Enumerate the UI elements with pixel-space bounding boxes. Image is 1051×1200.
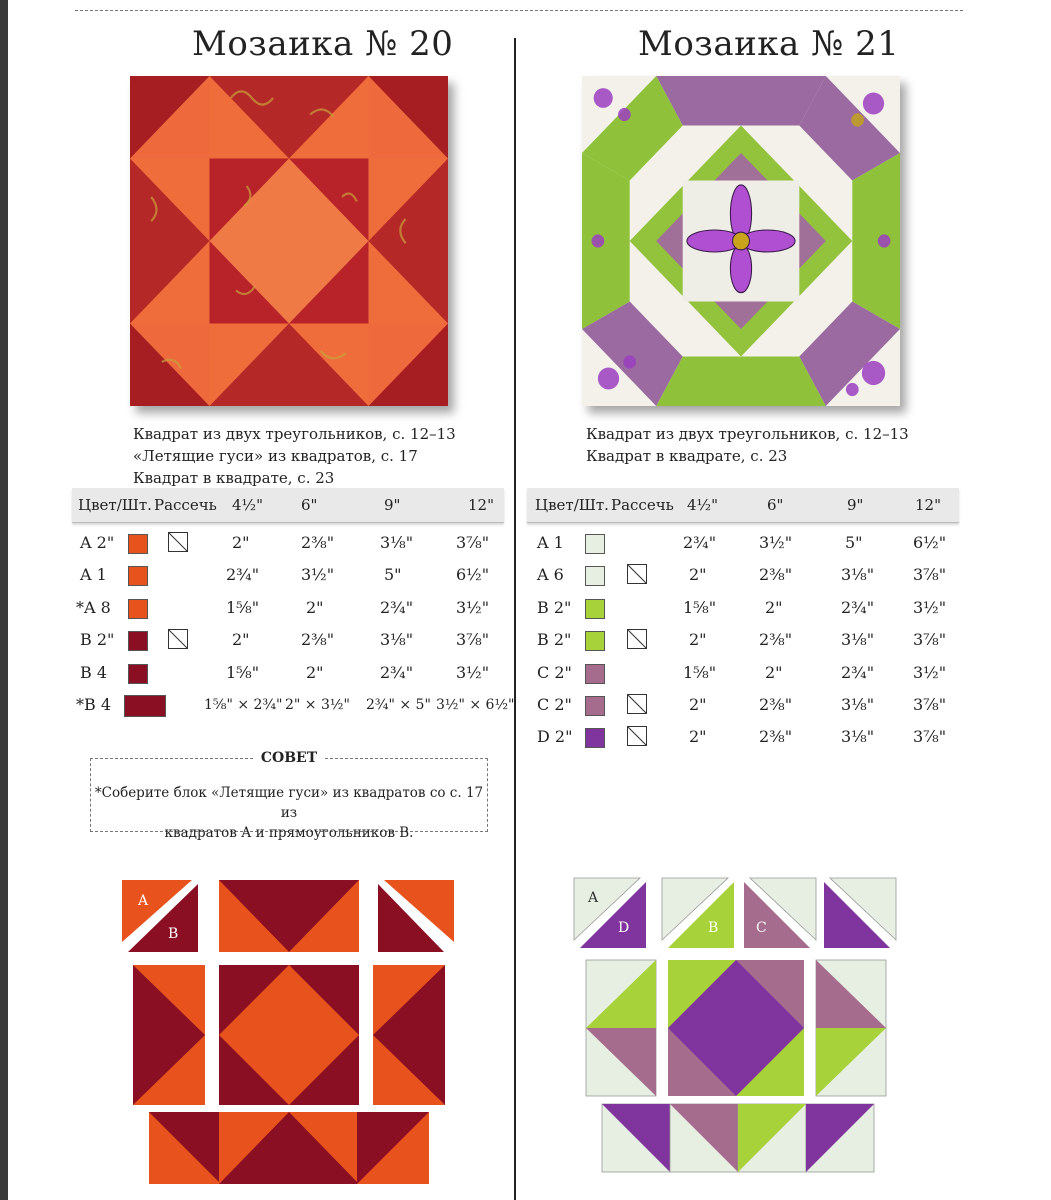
row-label: A 2" — [80, 533, 115, 552]
piece-label-b: B — [168, 926, 179, 942]
piece-label-d: D — [618, 920, 630, 936]
cell-size-6: 2⅜" — [301, 533, 335, 552]
cell-size-9: 3⅛" — [841, 694, 875, 714]
table-header — [527, 488, 959, 523]
row-label: A 6 — [537, 565, 564, 585]
color-swatch-orange — [128, 534, 148, 554]
cell-size-6: 2⅜" — [759, 630, 793, 650]
ref-line: Квадрат из двух треугольников, с. 12–13 — [586, 425, 909, 443]
cell-size-6: 3½" — [759, 533, 793, 552]
page-edge — [0, 0, 8, 1200]
top-dashed-rule — [75, 10, 963, 11]
table-row — [527, 721, 959, 753]
color-swatch-green — [585, 599, 605, 619]
table-row — [72, 624, 504, 656]
row-label: *A 8 — [76, 597, 111, 617]
cell-size-4-5: 2" — [232, 533, 250, 552]
cell-size-12: 6½" — [913, 533, 947, 552]
row-label: D 2" — [537, 727, 573, 747]
cell-size-9: 3⅛" — [380, 630, 414, 650]
table-row — [527, 657, 959, 689]
row-label: C 2" — [537, 662, 572, 682]
diagonal-cut-icon — [627, 726, 647, 746]
cell-size-9: 2¾" — [380, 597, 414, 617]
header-cut: Рассечь — [154, 496, 217, 514]
block-21-title: Мозаика № 21 — [638, 24, 900, 64]
cell-size-9: 5" — [845, 533, 863, 552]
color-swatch-burgundy — [128, 664, 148, 684]
cell-size-9: 3⅛" — [380, 533, 414, 552]
cell-size-9: 3⅛" — [841, 727, 875, 747]
header-color: Цвет/Шт. — [535, 496, 609, 514]
tip-box — [90, 750, 488, 841]
table-row — [527, 689, 959, 721]
cell-size-6: 2⅜" — [759, 694, 793, 714]
color-swatch-orange — [128, 566, 148, 586]
cell-size-4-5: 1⅝" — [226, 597, 260, 617]
cell-size-4-5: 1⅝" × 2¾" — [204, 696, 283, 713]
cell-size-12: 3½" — [913, 662, 947, 682]
table-row — [527, 559, 959, 591]
cell-size-12: 3⅞" — [456, 533, 490, 552]
cell-size-12: 3½" × 6½" — [436, 696, 515, 713]
cell-size-4-5: 2¾" — [683, 533, 717, 552]
diagonal-cut-icon — [168, 629, 188, 649]
piece-label-a: A — [138, 893, 149, 909]
table-row — [527, 527, 959, 559]
block-21-assembly-diagram — [570, 872, 900, 1184]
color-swatch-mauve — [585, 664, 605, 684]
cell-size-6: 2⅜" — [759, 565, 793, 585]
header-size-4-5: 4½" — [687, 496, 718, 514]
diagonal-cut-icon — [168, 532, 188, 552]
color-swatch-light — [585, 534, 605, 554]
diagonal-cut-icon — [627, 694, 647, 714]
block-21-cutting-table — [527, 488, 959, 754]
cell-size-6: 3½" — [301, 565, 335, 585]
ref-line: Квадрат в квадрате, с. 23 — [133, 469, 335, 487]
cell-size-12: 3⅞" — [913, 565, 947, 585]
cell-size-9: 2¾" × 5" — [366, 696, 431, 713]
header-cut: Рассечь — [611, 496, 674, 514]
row-label: B 2" — [537, 630, 572, 650]
block-20-photo — [130, 76, 448, 406]
ref-line: «Летящие гуси» из квадратов, с. 17 — [133, 447, 418, 465]
table-header — [72, 488, 504, 523]
color-swatch-mauve — [585, 696, 605, 716]
cell-size-4-5: 1⅝" — [226, 662, 260, 682]
table-row — [527, 592, 959, 624]
cell-size-4-5: 2" — [689, 630, 707, 650]
row-label: B 4 — [80, 662, 108, 682]
color-swatch-burgundy — [128, 631, 148, 651]
table-row — [72, 559, 504, 591]
ref-line: Квадрат в квадрате, с. 23 — [586, 447, 788, 465]
cell-size-9: 2¾" — [841, 597, 875, 617]
header-size-6: 6" — [301, 496, 318, 514]
cell-size-6: 2" — [306, 597, 324, 617]
diagonal-cut-icon — [627, 564, 647, 584]
table-row — [72, 527, 504, 559]
cell-size-9: 5" — [384, 565, 402, 585]
tip-title: СОВЕТ — [91, 750, 487, 766]
header-size-12: 12" — [915, 496, 941, 514]
block-20-cutting-table — [72, 488, 515, 721]
cell-size-4-5: 2" — [232, 630, 250, 650]
ref-line: Квадрат из двух треугольников, с. 12–13 — [133, 425, 456, 443]
row-label: B 2" — [537, 597, 572, 617]
cell-size-4-5: 2" — [689, 727, 707, 747]
block-20-title: Мозаика № 20 — [192, 24, 454, 64]
cell-size-12: 3½" — [456, 597, 490, 617]
table-row — [72, 657, 504, 689]
cell-size-6: 2⅜" — [301, 630, 335, 650]
cell-size-12: 6½" — [456, 565, 490, 585]
block-21-technique-refs — [586, 423, 909, 467]
color-swatch-orange — [128, 599, 148, 619]
cell-size-6: 2" × 3½" — [285, 696, 350, 713]
header-size-12: 12" — [468, 496, 494, 514]
cell-size-4-5: 1⅝" — [683, 662, 717, 682]
cell-size-4-5: 2" — [689, 694, 707, 714]
table-row — [72, 689, 515, 721]
cell-size-6: 2⅜" — [759, 727, 793, 747]
color-swatch-green — [585, 631, 605, 651]
cell-size-6: 2" — [765, 597, 783, 617]
header-size-4-5: 4½" — [232, 496, 263, 514]
header-size-9: 9" — [384, 496, 401, 514]
row-label: A 1 — [80, 565, 107, 585]
header-size-9: 9" — [847, 496, 864, 514]
cell-size-9: 3⅛" — [841, 630, 875, 650]
header-size-6: 6" — [767, 496, 784, 514]
row-label: C 2" — [537, 694, 572, 714]
piece-label-a: A — [588, 890, 599, 906]
row-label: A 1 — [537, 533, 564, 552]
cell-size-12: 3½" — [913, 597, 947, 617]
block-21-photo — [582, 76, 900, 406]
cell-size-12: 3½" — [456, 662, 490, 682]
diagonal-cut-icon — [627, 629, 647, 649]
piece-label-c: C — [756, 920, 767, 936]
piece-label-b: B — [708, 920, 719, 936]
header-color: Цвет/Шт. — [78, 496, 152, 514]
row-label: *B 4 — [76, 694, 112, 714]
cell-size-9: 3⅛" — [841, 565, 875, 585]
column-divider — [514, 38, 516, 1200]
cell-size-12: 3⅞" — [913, 727, 947, 747]
table-row — [527, 624, 959, 656]
cell-size-9: 2¾" — [841, 662, 875, 682]
block-20-technique-refs — [133, 423, 456, 489]
cell-size-4-5: 2" — [689, 565, 707, 585]
color-swatch-purple — [585, 728, 605, 748]
cell-size-6: 2" — [765, 662, 783, 682]
cell-size-4-5: 1⅝" — [683, 597, 717, 617]
row-label: B 2" — [80, 630, 115, 650]
cell-size-4-5: 2¾" — [226, 565, 260, 585]
color-swatch-light — [585, 566, 605, 586]
cell-size-12: 3⅞" — [456, 630, 490, 650]
table-row — [72, 592, 504, 624]
block-20-assembly-diagram — [118, 872, 458, 1184]
tip-text: *Соберите блок «Летящие гуси» из квадратов со с. 17 из квадратов А и прямоугольников В. — [94, 785, 484, 841]
cell-size-12: 3⅞" — [913, 630, 947, 650]
cell-size-6: 2" — [306, 662, 324, 682]
color-swatch-burgundy-rect — [124, 695, 166, 717]
cell-size-12: 3⅞" — [913, 694, 947, 714]
cell-size-9: 2¾" — [380, 662, 414, 682]
